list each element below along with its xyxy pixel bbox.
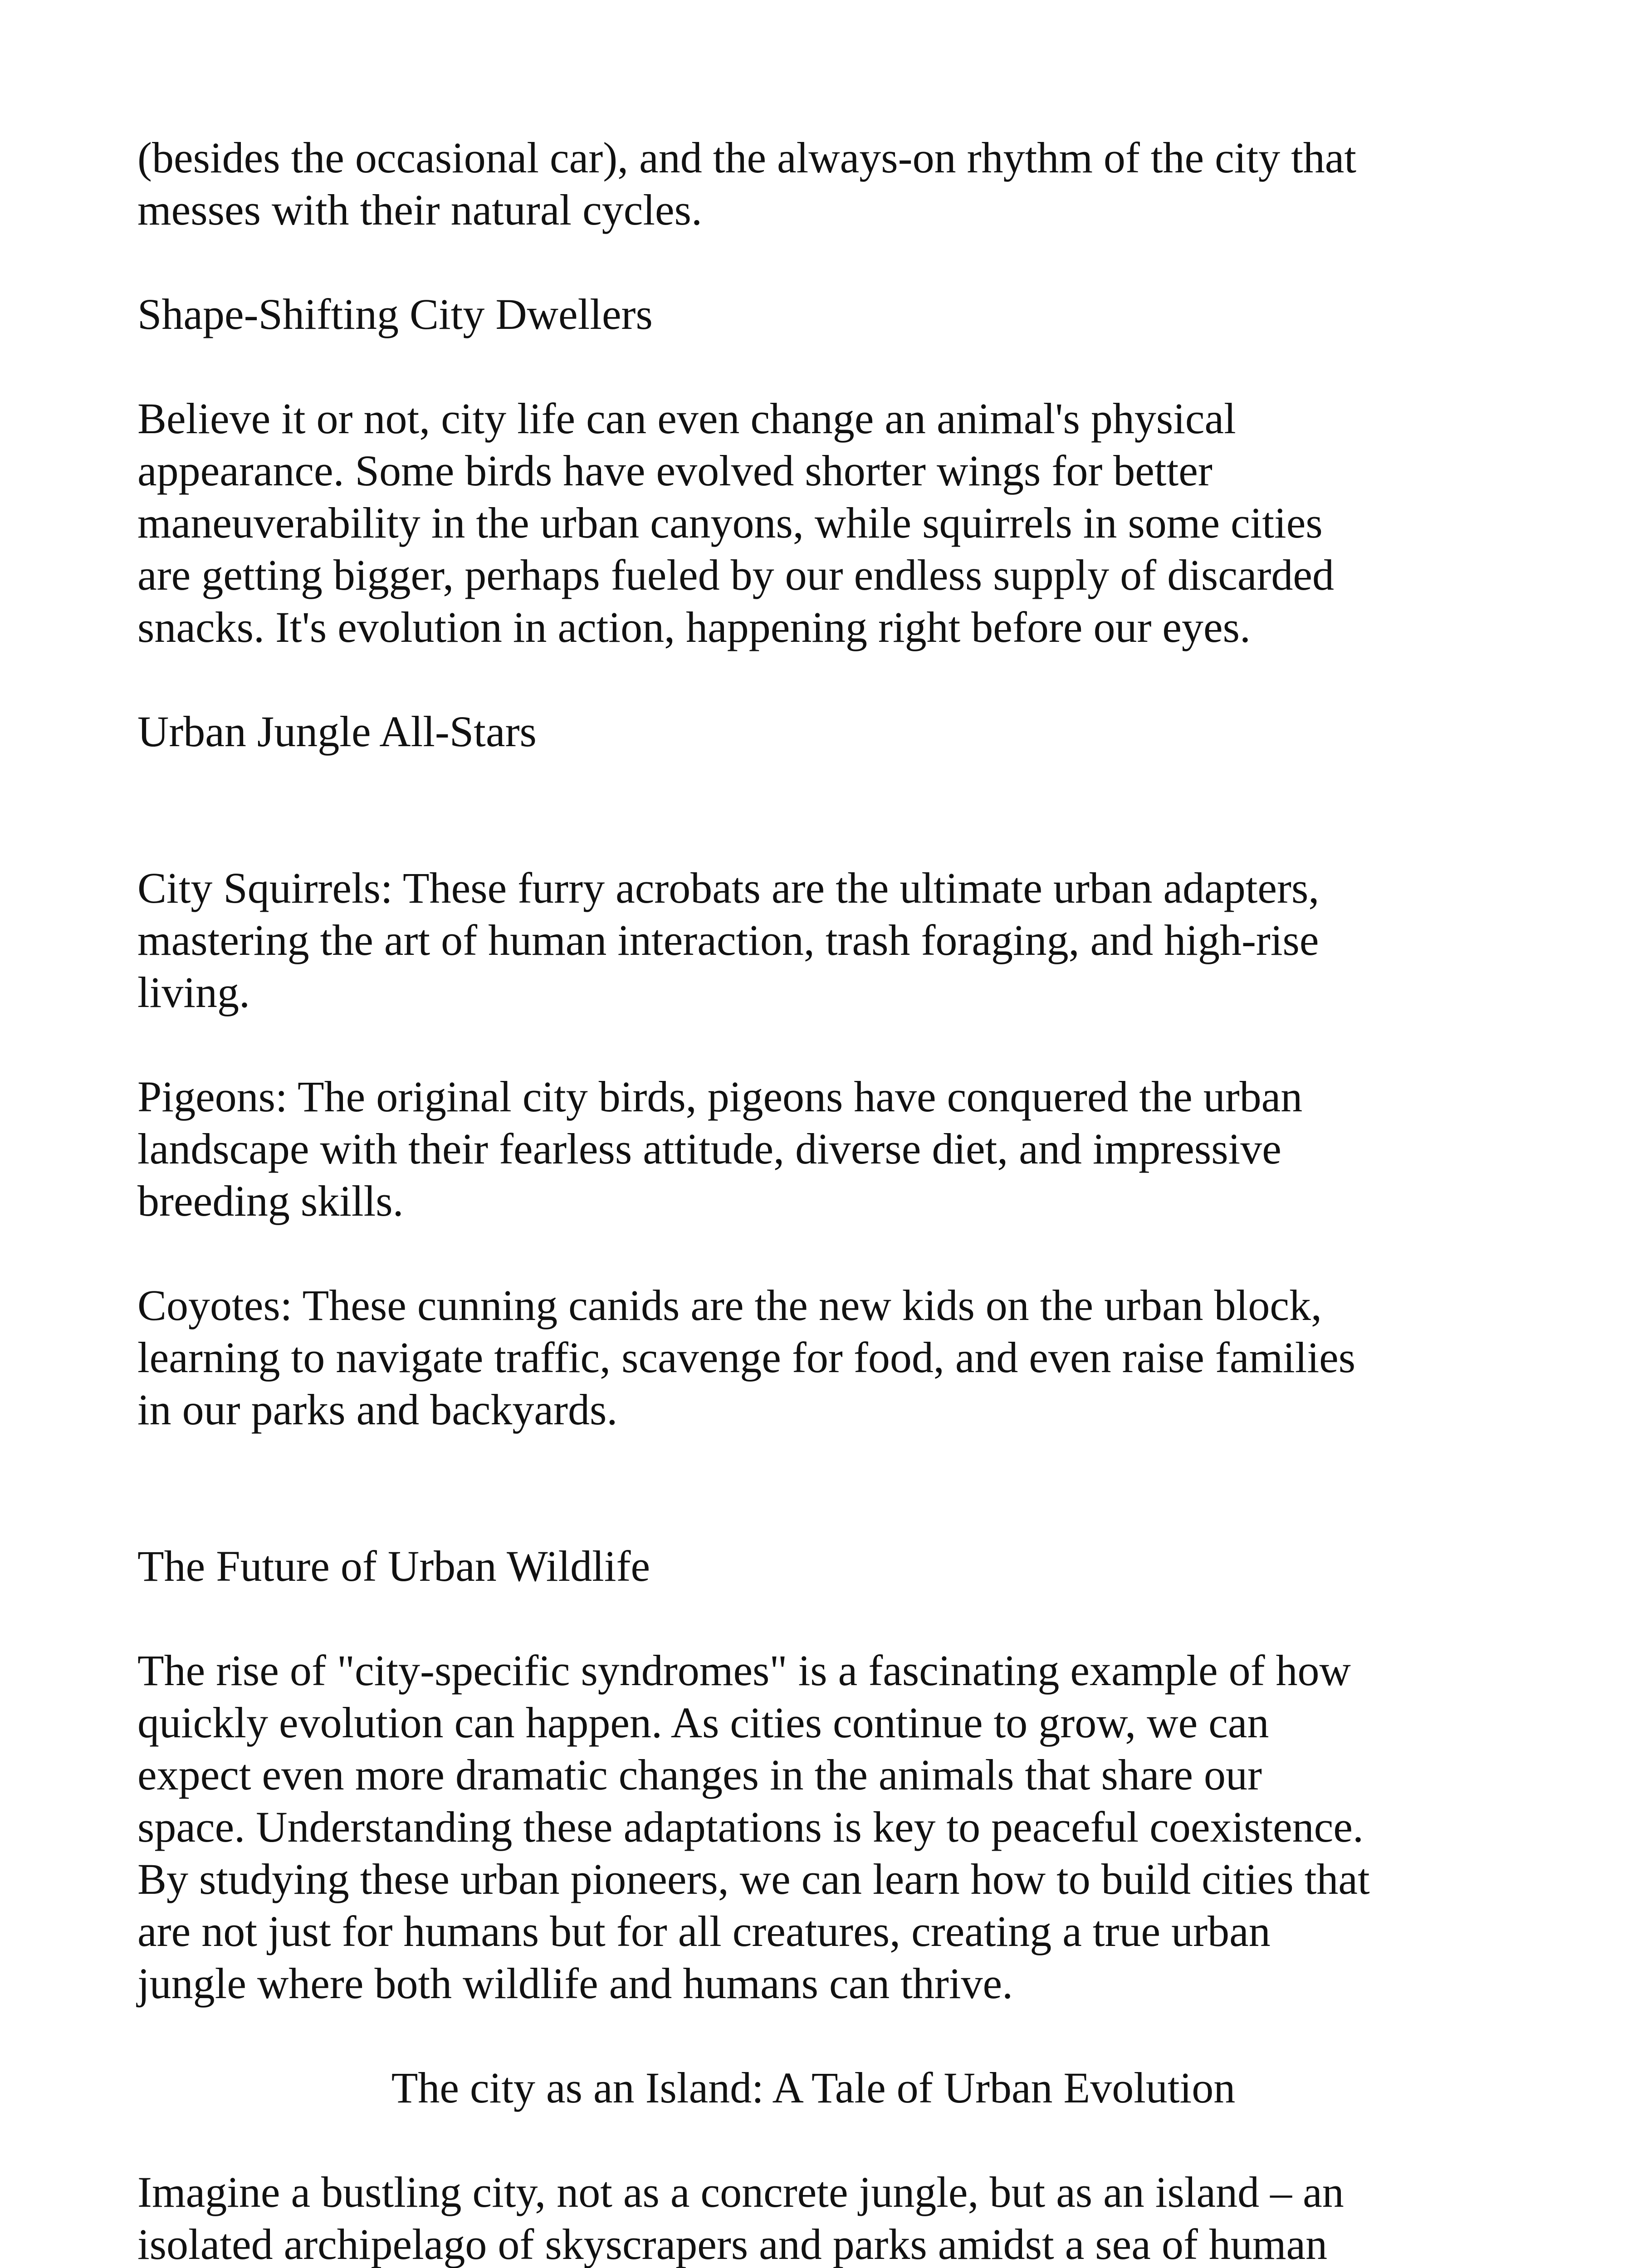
section-paragraph-shape-shifting: Believe it or not, city life can even change an animal's physical appearance. Some birds have evolved shorter wings for better maneuverability in the urban canyons, while squirrels in some cities are getting bigger, perhaps fueled by our endless supply of discarded snacks. It's evolution in action, happening right before our eyes. bbox=[137, 394, 1335, 651]
chapter-paragraph: Imagine a bustling city, not as a concrete jungle, but as an island – an isolated archipelago of skyscrapers and parks amidst a sea of human bbox=[137, 2168, 1344, 2268]
list-item-coyotes: Coyotes: These cunning canids are the new kids on the urban block, learning to navigate traffic, scavenge for food, and even raise families in our parks and backyards. bbox=[137, 1281, 1356, 1434]
chapter-title: The city as an Island: A Tale of Urban Evolution bbox=[391, 2063, 1236, 2112]
section-heading-shape-shifting: Shape-Shifting City Dwellers bbox=[137, 290, 653, 338]
page-body bbox=[137, 132, 1489, 2268]
section-heading-future: The Future of Urban Wildlife bbox=[137, 1542, 650, 1590]
section-heading-all-stars: Urban Jungle All-Stars bbox=[137, 707, 537, 756]
list-item-city-squirrels: City Squirrels: These furry acrobats are the ultimate urban adapters, mastering the art of human interaction, trash foraging, and high-rise living. bbox=[137, 864, 1320, 1017]
list-item-pigeons: Pigeons: The original city birds, pigeons have conquered the urban landscape with their fearless attitude, diverse diet, and impressive breeding skills. bbox=[137, 1072, 1303, 1225]
intro-paragraph: (besides the occasional car), and the always-on rhythm of the city that messes with their natural cycles. bbox=[137, 133, 1357, 234]
section-paragraph-future: The rise of "city-specific syndromes" is a fascinating example of how quickly evolution can happen. As cities continue to grow, we can expect even more dramatic changes in the animals that share our space. Understanding these adaptations is key to peaceful coexistence. By studying these urban pioneers, we can learn how to build cities that are not just for humans but for all creatures, creating a true urban jungle where both wildlife and humans can thrive. bbox=[137, 1646, 1370, 2008]
all-stars-list bbox=[137, 810, 1489, 1488]
